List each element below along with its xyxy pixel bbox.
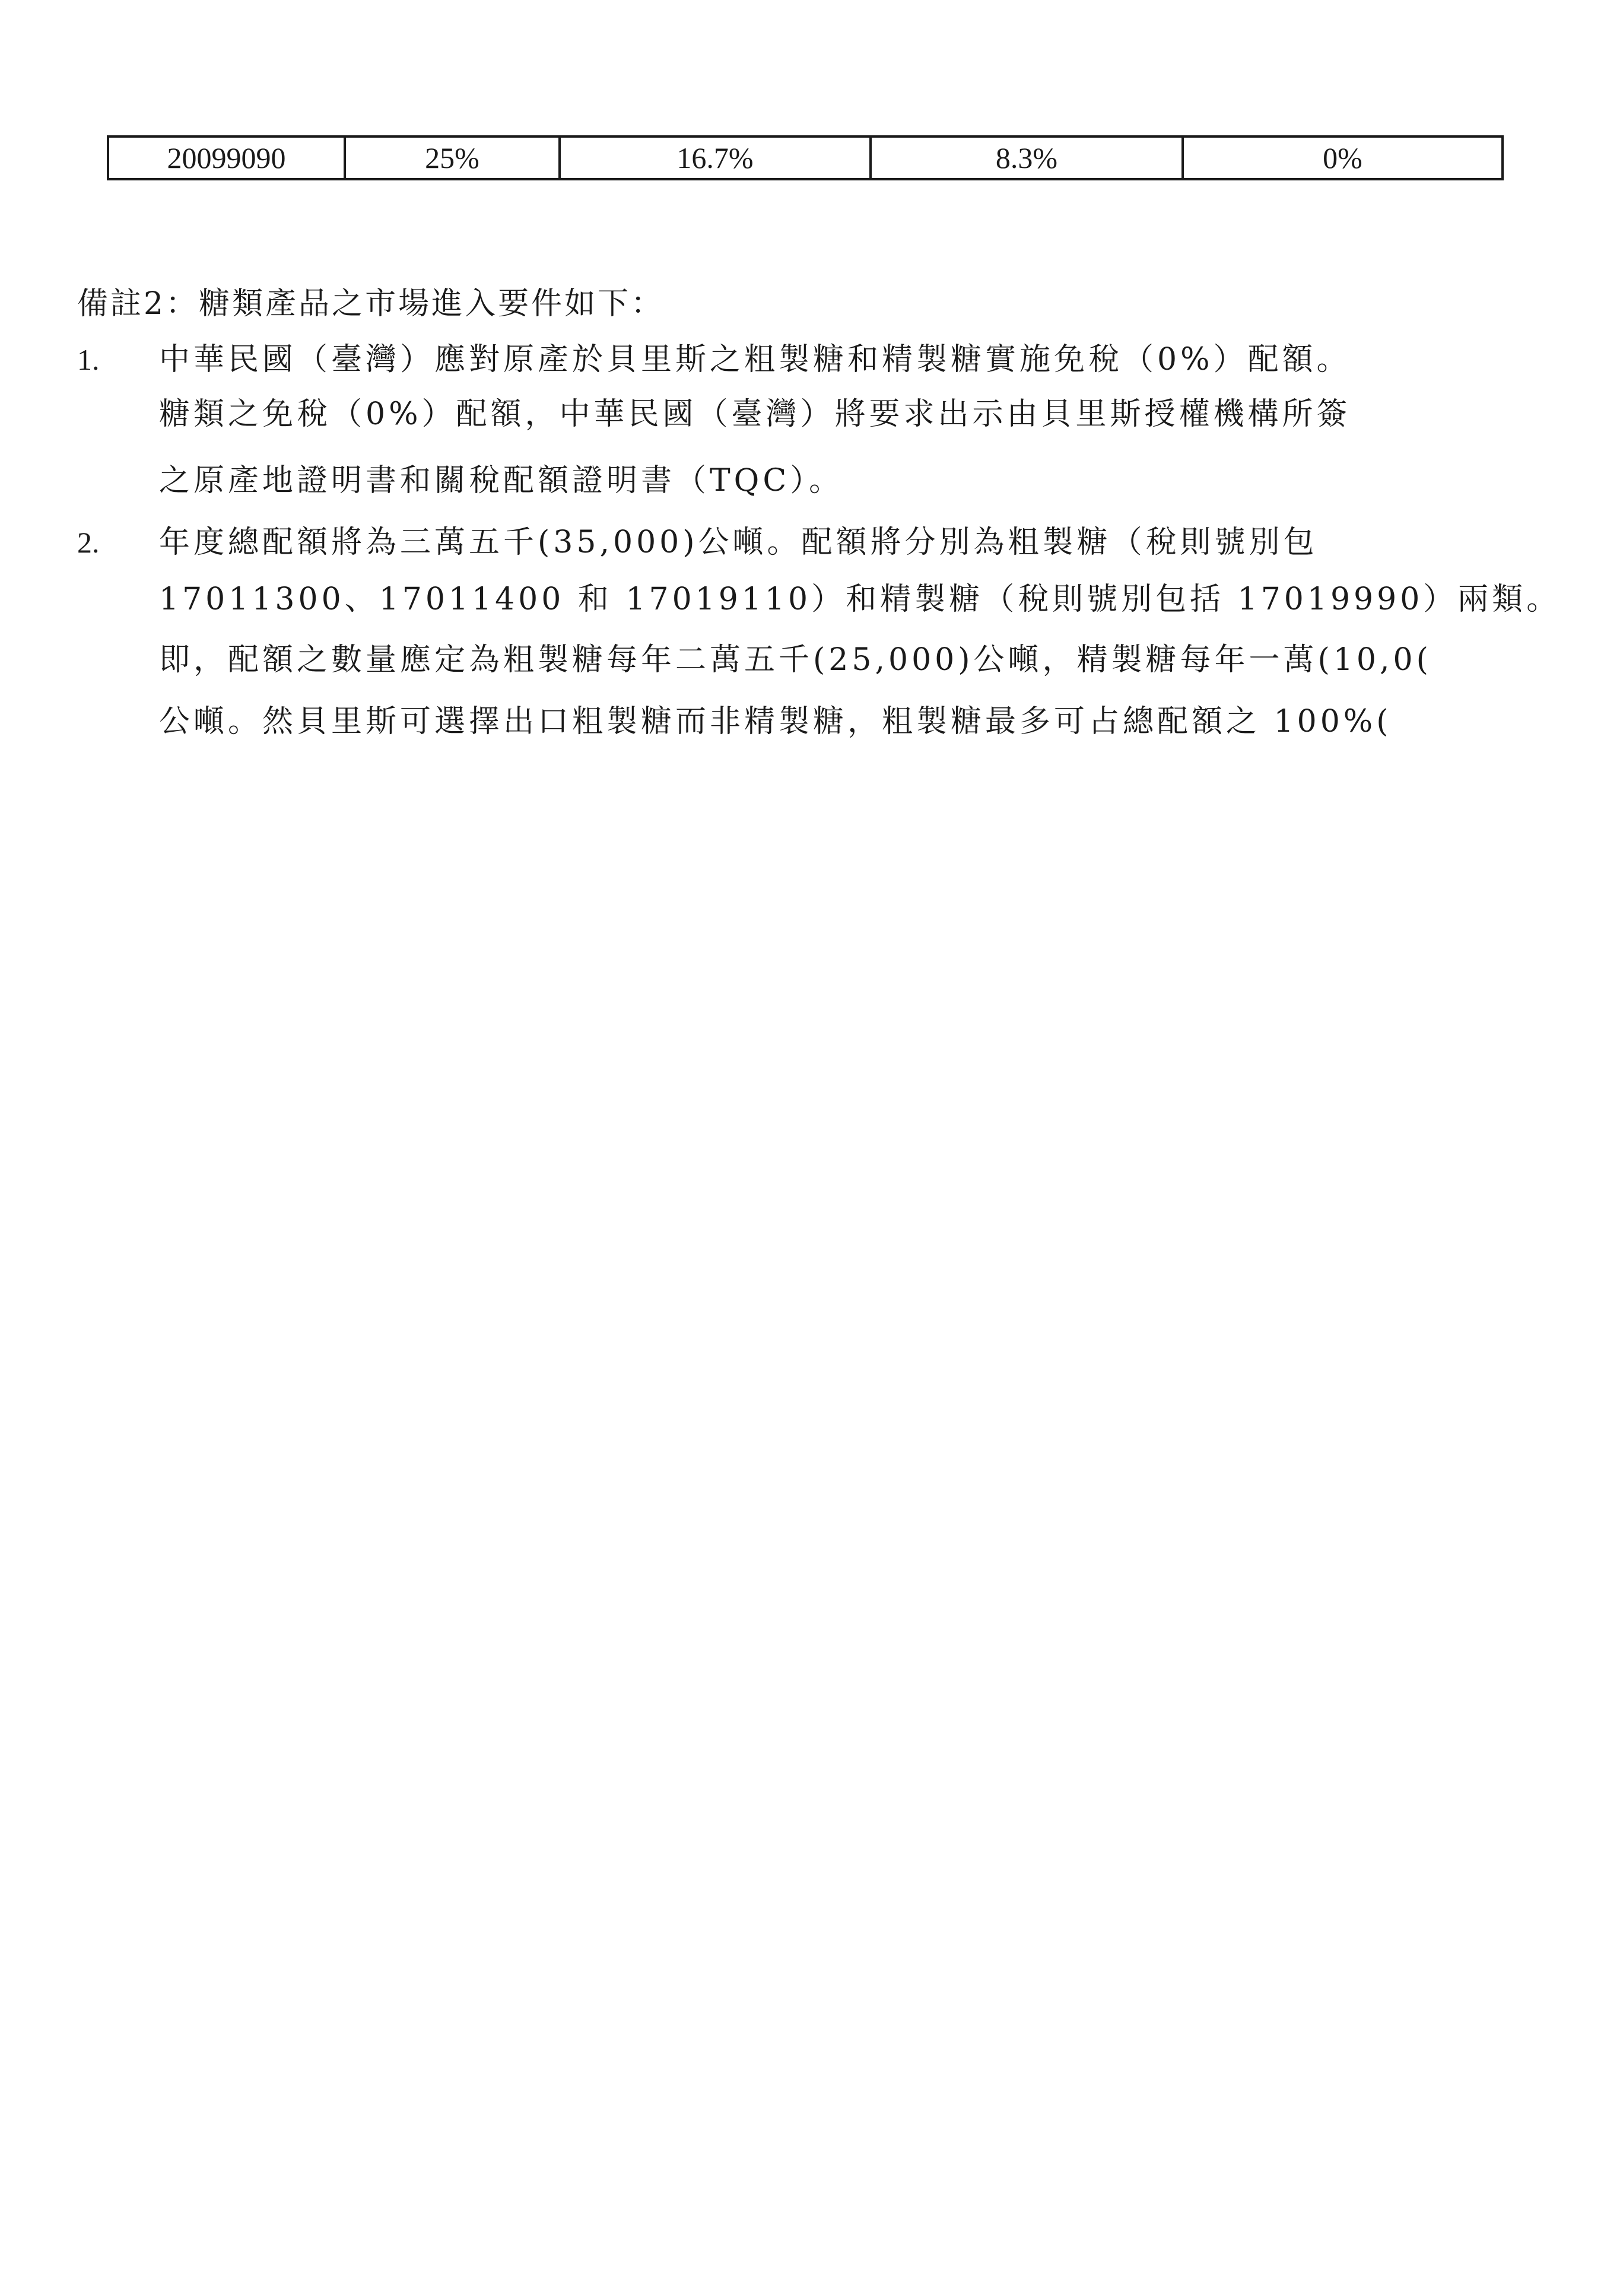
table-cell-rate-4: 0% xyxy=(1183,136,1503,179)
table-cell-rate-2: 16.7% xyxy=(560,136,871,179)
list-item-line: 年度總配額將為三萬五千(35,000)公噸。配額將分別為粗製糖（稅則號別包 xyxy=(159,525,1318,560)
note-heading: 備註2：糖類產品之市場進入要件如下： xyxy=(77,286,665,322)
tariff-table xyxy=(107,135,1504,180)
list-item-line: 公噸。然貝里斯可選擇出口粗製糖而非精製糖，粗製糖最多可占總配額之 100%( xyxy=(159,704,1392,739)
list-item-number: 1. xyxy=(77,343,100,376)
list-item-line: 17011300、17011400 和 17019110）和精製糖（稅則號別包括 17019990）兩類。 xyxy=(159,582,1561,617)
list-item-line: 之原產地證明書和關稅配額證明書（TQC）。 xyxy=(159,463,844,498)
list-item-number: 2. xyxy=(77,526,100,559)
table-cell-rate-3: 8.3% xyxy=(871,136,1183,179)
list-item-line: 中華民國（臺灣）應對原產於貝里斯之粗製糖和精製糖實施免稅（0%）配額。 xyxy=(159,342,1351,377)
table-row xyxy=(108,136,1503,179)
table-cell-rate-1: 25% xyxy=(345,136,560,179)
list-item-line: 即，配額之數量應定為粗製糖每年二萬五千(25,000)公噸，精製糖每年一萬(10,0( xyxy=(159,642,1432,678)
table-cell-tariff-code: 20099090 xyxy=(108,136,345,179)
list-item-line: 糖類之免稅（0%）配額，中華民國（臺灣）將要求出示由貝里斯授權機構所簽 xyxy=(159,396,1351,432)
